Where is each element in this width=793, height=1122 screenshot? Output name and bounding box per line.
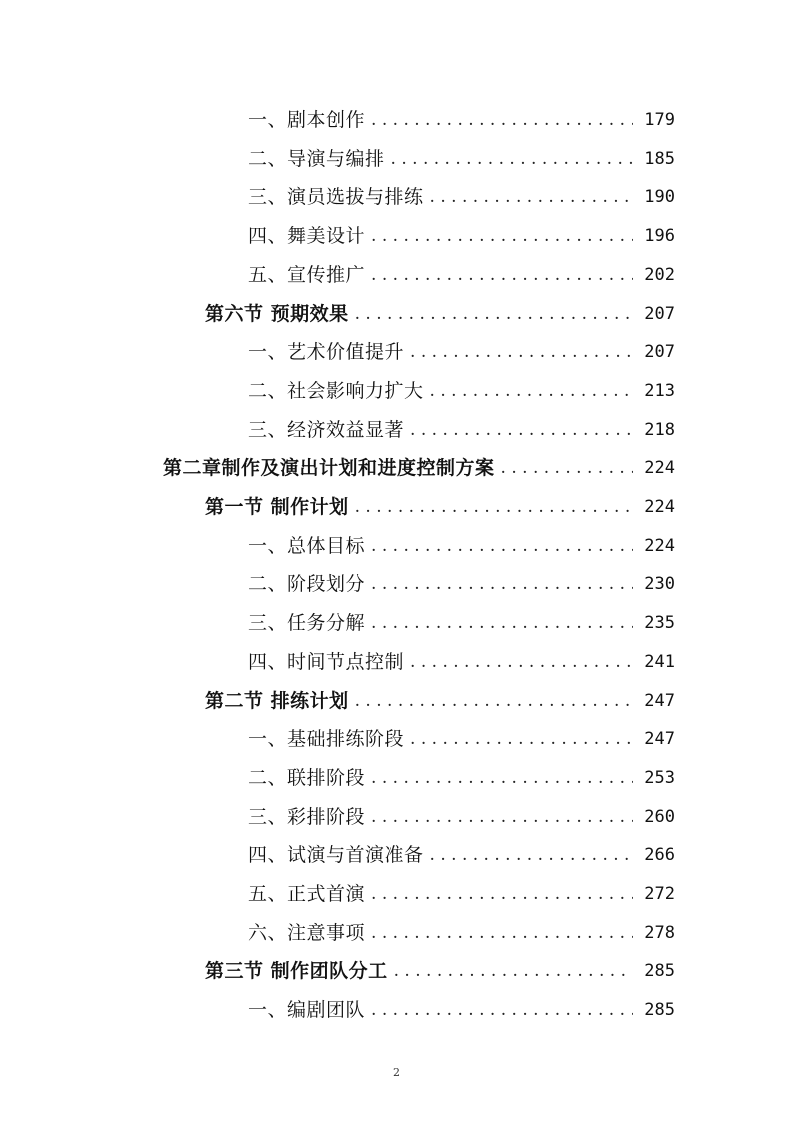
toc-entry-title: 二、社会影响力扩大 bbox=[248, 379, 424, 402]
toc-entry-title: 三、彩排阶段 bbox=[248, 805, 366, 828]
toc-entry-title: 六、注意事项 bbox=[248, 921, 366, 944]
dot-leader bbox=[355, 682, 633, 720]
toc-entry[interactable] bbox=[248, 836, 675, 874]
toc-section-title: 第三节 制作团队分工 bbox=[205, 960, 388, 983]
dot-leader bbox=[371, 875, 633, 913]
toc-chapter-title: 第二章制作及演出计划和进度控制方案 bbox=[163, 457, 495, 480]
dot-leader bbox=[371, 527, 633, 565]
toc-entry-page: 235 bbox=[644, 613, 675, 634]
toc-entry-title: 四、时间节点控制 bbox=[248, 650, 405, 673]
dot-leader bbox=[371, 217, 633, 255]
dot-leader bbox=[371, 798, 633, 836]
toc-entry[interactable] bbox=[248, 101, 675, 139]
toc-entry-page: 247 bbox=[644, 729, 675, 750]
dot-leader bbox=[371, 991, 633, 1029]
dot-leader bbox=[410, 411, 633, 449]
dot-leader bbox=[430, 372, 633, 410]
toc-entry[interactable] bbox=[248, 372, 675, 410]
toc-section-page: 285 bbox=[644, 961, 675, 982]
toc-entry[interactable] bbox=[248, 991, 675, 1029]
toc-entry-title: 一、艺术价值提升 bbox=[248, 341, 405, 364]
toc-entry[interactable] bbox=[248, 140, 675, 178]
toc-section[interactable] bbox=[205, 488, 675, 526]
toc-entry-title: 二、阶段划分 bbox=[248, 573, 366, 596]
dot-leader bbox=[501, 449, 633, 487]
toc-section[interactable] bbox=[205, 682, 675, 720]
dot-leader bbox=[410, 643, 633, 681]
toc-entry-title: 五、宣传推广 bbox=[248, 263, 366, 286]
toc-section-page: 224 bbox=[644, 497, 675, 517]
toc-entry[interactable] bbox=[248, 914, 675, 952]
toc-entry-page: 278 bbox=[644, 922, 675, 943]
toc-section[interactable] bbox=[205, 952, 675, 990]
toc-entry-title: 四、试演与首演准备 bbox=[248, 844, 424, 867]
dot-leader bbox=[430, 178, 633, 216]
toc-entry-title: 五、正式首演 bbox=[248, 883, 366, 905]
toc-entry[interactable] bbox=[248, 720, 675, 758]
toc-section-title: 第一节 制作计划 bbox=[205, 496, 349, 518]
dot-leader bbox=[410, 720, 633, 758]
toc-entry-page: 224 bbox=[644, 535, 675, 556]
toc-section-title: 第二节 排练计划 bbox=[205, 689, 349, 712]
dot-leader bbox=[430, 836, 633, 874]
toc-entry-page: 179 bbox=[644, 110, 675, 130]
toc-entry[interactable] bbox=[248, 759, 675, 797]
toc-entry-page: 260 bbox=[644, 806, 675, 827]
toc-section-title: 第六节 预期效果 bbox=[205, 302, 349, 325]
toc-entry-page: 196 bbox=[644, 226, 675, 247]
toc-entry[interactable] bbox=[248, 256, 675, 294]
toc-entry-page: 218 bbox=[644, 419, 675, 440]
toc-entry-title: 四、舞美设计 bbox=[248, 225, 366, 248]
toc-entry-page: 202 bbox=[644, 264, 675, 285]
toc-entry-title: 一、剧本创作 bbox=[248, 109, 366, 131]
dot-leader bbox=[394, 952, 633, 990]
toc-entry-page: 207 bbox=[644, 342, 675, 363]
toc-entry-title: 一、编剧团队 bbox=[248, 999, 366, 1022]
dot-leader bbox=[371, 256, 633, 294]
toc-entry-page: 266 bbox=[644, 845, 675, 866]
toc-chapter-page: 224 bbox=[644, 458, 675, 479]
toc-entry-page: 230 bbox=[644, 574, 675, 595]
toc-entry-page: 185 bbox=[644, 148, 675, 169]
toc-entry[interactable] bbox=[248, 798, 675, 836]
dot-leader bbox=[371, 914, 633, 952]
toc-entry-title: 三、任务分解 bbox=[248, 612, 366, 635]
dot-leader bbox=[371, 101, 633, 139]
toc-entry-page: 241 bbox=[644, 651, 675, 672]
dot-leader bbox=[371, 604, 633, 642]
toc-entry-page: 285 bbox=[644, 1000, 675, 1021]
toc-entry-page: 190 bbox=[644, 187, 675, 208]
toc-entry[interactable] bbox=[248, 527, 675, 565]
toc-entry[interactable] bbox=[248, 178, 675, 216]
toc-entry-title: 三、演员选拔与排练 bbox=[248, 186, 424, 209]
page-number: 2 bbox=[393, 1066, 400, 1079]
toc-entry-title: 二、导演与编排 bbox=[248, 147, 385, 170]
toc-entry-page: 213 bbox=[644, 380, 675, 401]
toc-entry-page: 253 bbox=[644, 767, 675, 788]
toc-entry[interactable] bbox=[248, 333, 675, 371]
toc-entry[interactable] bbox=[248, 411, 675, 449]
dot-leader bbox=[371, 759, 633, 797]
toc-entry-title: 一、总体目标 bbox=[248, 534, 366, 557]
toc-entry-title: 二、联排阶段 bbox=[248, 766, 366, 789]
dot-leader bbox=[355, 488, 633, 526]
dot-leader bbox=[371, 565, 633, 603]
dot-leader bbox=[410, 333, 633, 371]
toc-entry-page: 272 bbox=[644, 884, 675, 904]
toc-entry-title: 一、基础排练阶段 bbox=[248, 728, 405, 751]
toc-chapter[interactable] bbox=[163, 449, 675, 487]
toc-entry[interactable] bbox=[248, 643, 675, 681]
toc-entry[interactable] bbox=[248, 604, 675, 642]
toc-entry[interactable] bbox=[248, 217, 675, 255]
toc-entry[interactable] bbox=[248, 565, 675, 603]
toc-section[interactable] bbox=[205, 295, 675, 333]
toc-entry-title: 三、经济效益显著 bbox=[248, 418, 405, 441]
toc-section-page: 247 bbox=[644, 690, 675, 711]
dot-leader bbox=[391, 140, 633, 178]
toc-section-page: 207 bbox=[644, 303, 675, 324]
dot-leader bbox=[355, 295, 633, 333]
toc-entry[interactable] bbox=[248, 875, 675, 913]
